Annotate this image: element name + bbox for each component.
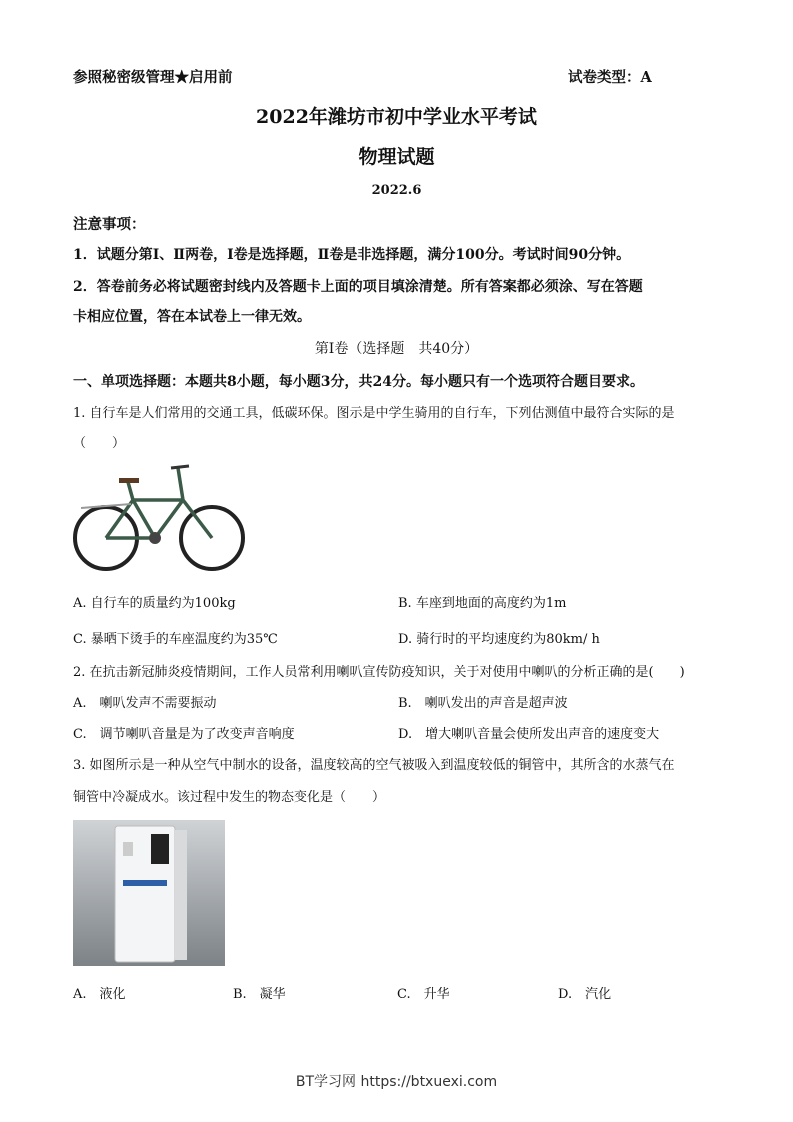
q3-option-c: C. 升华	[397, 987, 450, 1002]
section-heading: 第Ⅰ卷（选择题 共40分）	[314, 341, 479, 357]
q2-option-c: C. 调节喇叭音量是为了改变声音响度	[73, 727, 295, 742]
part-heading: 一、单项选择题：本题共8小题，每小题3分，共24分。每小题只有一个选项符合题目要求。	[73, 374, 644, 390]
exam-subtitle: 物理试题	[358, 146, 435, 168]
note-1: 1．试题分第Ⅰ、Ⅱ两卷，Ⅰ卷是选择题，Ⅱ卷是非选择题，满分100分。考试时间90分钟。	[73, 247, 631, 263]
q2-option-d: D. 增大喇叭音量会使所发出声音的速度变大	[398, 727, 660, 742]
water-maker-image	[73, 820, 225, 966]
bicycle-image	[73, 460, 245, 576]
q2-stem: 2. 在抗击新冠肺炎疫情期间，工作人员常利用喇叭宣传防疫知识，关于对使用中喇叭的分析正确的是( )	[73, 665, 685, 680]
paper-type: 试卷类型：A	[568, 69, 652, 86]
note-2: 2．答卷前务必将试题密封线内及答题卡上面的项目填涂清楚。所有答案都必须涂、写在答题	[73, 279, 643, 295]
notes-heading: 注意事项：	[73, 216, 146, 233]
q3-option-d: D. 汽化	[558, 987, 612, 1002]
q1-option-d: D. 骑行时的平均速度约为80km/ h	[398, 632, 600, 647]
footer-watermark: BT学习网 https://btxuexi.com	[295, 1074, 498, 1090]
q1-option-c: C. 暴晒下烫手的车座温度约为35℃	[73, 632, 278, 647]
q3-stem-cont: 铜管中冷凝成水。该过程中发生的物态变化是（ ）	[73, 790, 386, 805]
note-2-cont: 卡相应位置，答在本试卷上一律无效。	[73, 309, 311, 325]
q3-option-a: A. 液化	[73, 987, 126, 1002]
exam-title: 2022年潍坊市初中学业水平考试	[256, 106, 537, 128]
q1-option-a: A. 自行车的质量约为100kg	[73, 596, 236, 611]
q1-option-b: B. 车座到地面的高度约为1m	[398, 596, 567, 611]
q2-option-a: A. 喇叭发声不需要振动	[73, 696, 217, 711]
q2-option-b: B. 喇叭发出的声音是超声波	[398, 696, 568, 711]
classification-label: 参照秘密级管理★启用前	[73, 69, 233, 86]
q3-stem: 3. 如图所示是一种从空气中制水的设备，温度较高的空气被吸入到温度较低的铜管中，其所含的水蒸气在	[73, 758, 675, 773]
exam-date: 2022.6	[371, 183, 422, 198]
q1-blank: （ ）	[73, 436, 126, 451]
q3-option-b: B. 凝华	[233, 987, 286, 1002]
q1-stem: 1. 自行车是人们常用的交通工具，低碳环保。图示是中学生骑用的自行车，下列估测值中最符合实际的是	[73, 406, 675, 421]
